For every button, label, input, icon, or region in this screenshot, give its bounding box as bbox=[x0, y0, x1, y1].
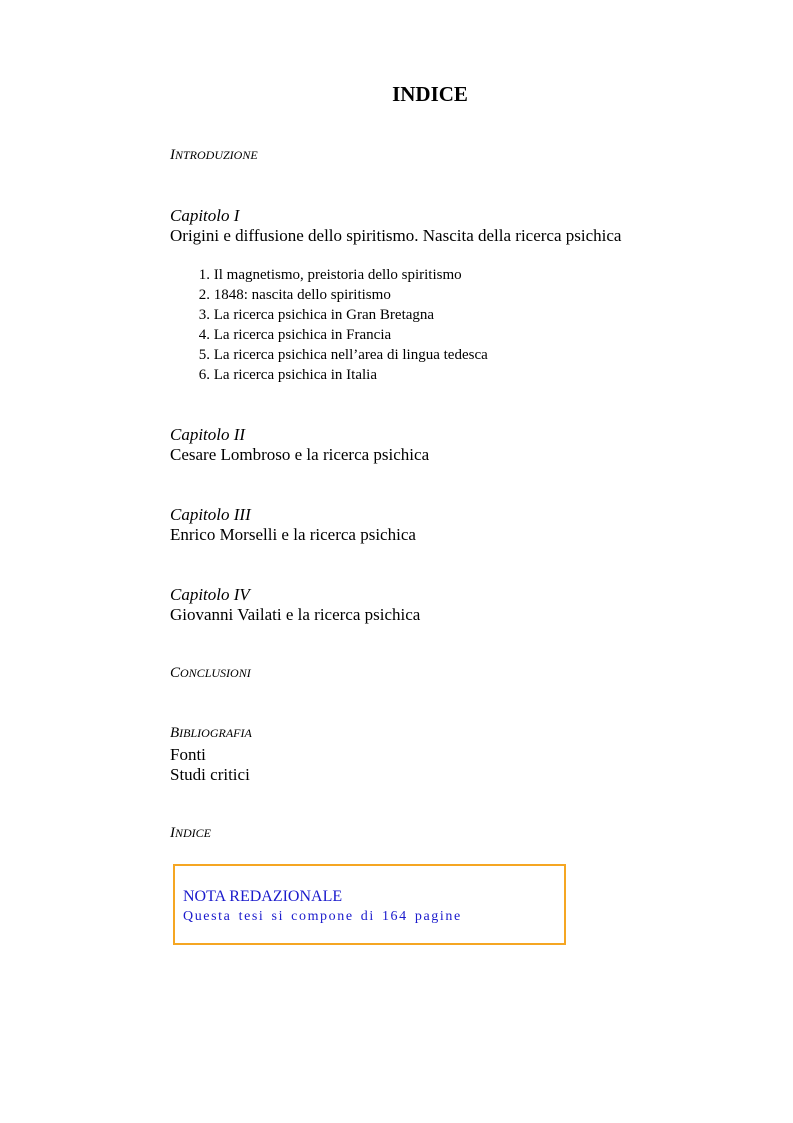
section-bibliografia bbox=[170, 725, 252, 742]
section-rest: NTRODUZIONE bbox=[175, 148, 258, 162]
note-title: NOTA REDAZIONALE bbox=[183, 888, 343, 905]
chapter-1-label: Capitolo I bbox=[170, 206, 240, 225]
list-item bbox=[190, 285, 488, 305]
chapter-2-label: Capitolo II bbox=[170, 425, 246, 444]
item-number: 6. bbox=[198, 367, 210, 383]
list-item bbox=[190, 345, 488, 365]
section-rest: NDICE bbox=[175, 826, 211, 840]
section-conclusioni bbox=[170, 665, 251, 682]
item-number: 4. bbox=[198, 327, 210, 343]
item-number: 3. bbox=[198, 307, 210, 323]
item-text: La ricerca psichica nell’area di lingua tedesca bbox=[213, 347, 488, 363]
section-introduzione bbox=[170, 147, 258, 164]
chapter-4-title: Giovanni Vailati e la ricerca psichica bbox=[170, 605, 421, 624]
editorial-note-box bbox=[173, 864, 566, 945]
item-text: Il magnetismo, preistoria dello spiritismo bbox=[213, 267, 462, 283]
item-text: 1848: nascita dello spiritismo bbox=[213, 287, 391, 303]
section-initial: I bbox=[170, 825, 175, 841]
list-item bbox=[190, 325, 488, 345]
list-item bbox=[190, 365, 488, 385]
item-text: La ricerca psichica in Gran Bretagna bbox=[213, 307, 435, 323]
chapter-1-title: Origini e diffusione dello spiritismo. Nascita della ricerca psichica bbox=[170, 226, 622, 245]
bibliography-item-studi-critici: Studi critici bbox=[170, 765, 250, 784]
chapter-1-sections bbox=[190, 265, 488, 385]
item-number: 2. bbox=[198, 287, 210, 303]
list-item bbox=[190, 265, 488, 285]
section-initial: C bbox=[170, 665, 181, 681]
section-initial: B bbox=[170, 725, 180, 741]
section-rest: ONCLUSIONI bbox=[180, 666, 251, 680]
page-title: INDICE bbox=[392, 82, 468, 106]
item-number: 1. bbox=[198, 267, 210, 283]
chapter-4-label: Capitolo IV bbox=[170, 585, 250, 604]
chapter-2-title: Cesare Lombroso e la ricerca psichica bbox=[170, 445, 430, 464]
list-item bbox=[190, 305, 488, 325]
section-indice bbox=[170, 825, 211, 842]
note-text: Questa tesi si compone di 164 pagine bbox=[183, 909, 462, 924]
section-rest: IBLIOGRAFIA bbox=[179, 726, 252, 740]
item-number: 5. bbox=[198, 347, 210, 363]
chapter-3-label: Capitolo III bbox=[170, 505, 251, 524]
chapter-3-title: Enrico Morselli e la ricerca psichica bbox=[170, 525, 416, 544]
section-initial: I bbox=[170, 147, 175, 163]
item-text: La ricerca psichica in Francia bbox=[213, 327, 392, 343]
bibliography-item-fonti: Fonti bbox=[170, 745, 206, 764]
item-text: La ricerca psichica in Italia bbox=[213, 367, 377, 383]
